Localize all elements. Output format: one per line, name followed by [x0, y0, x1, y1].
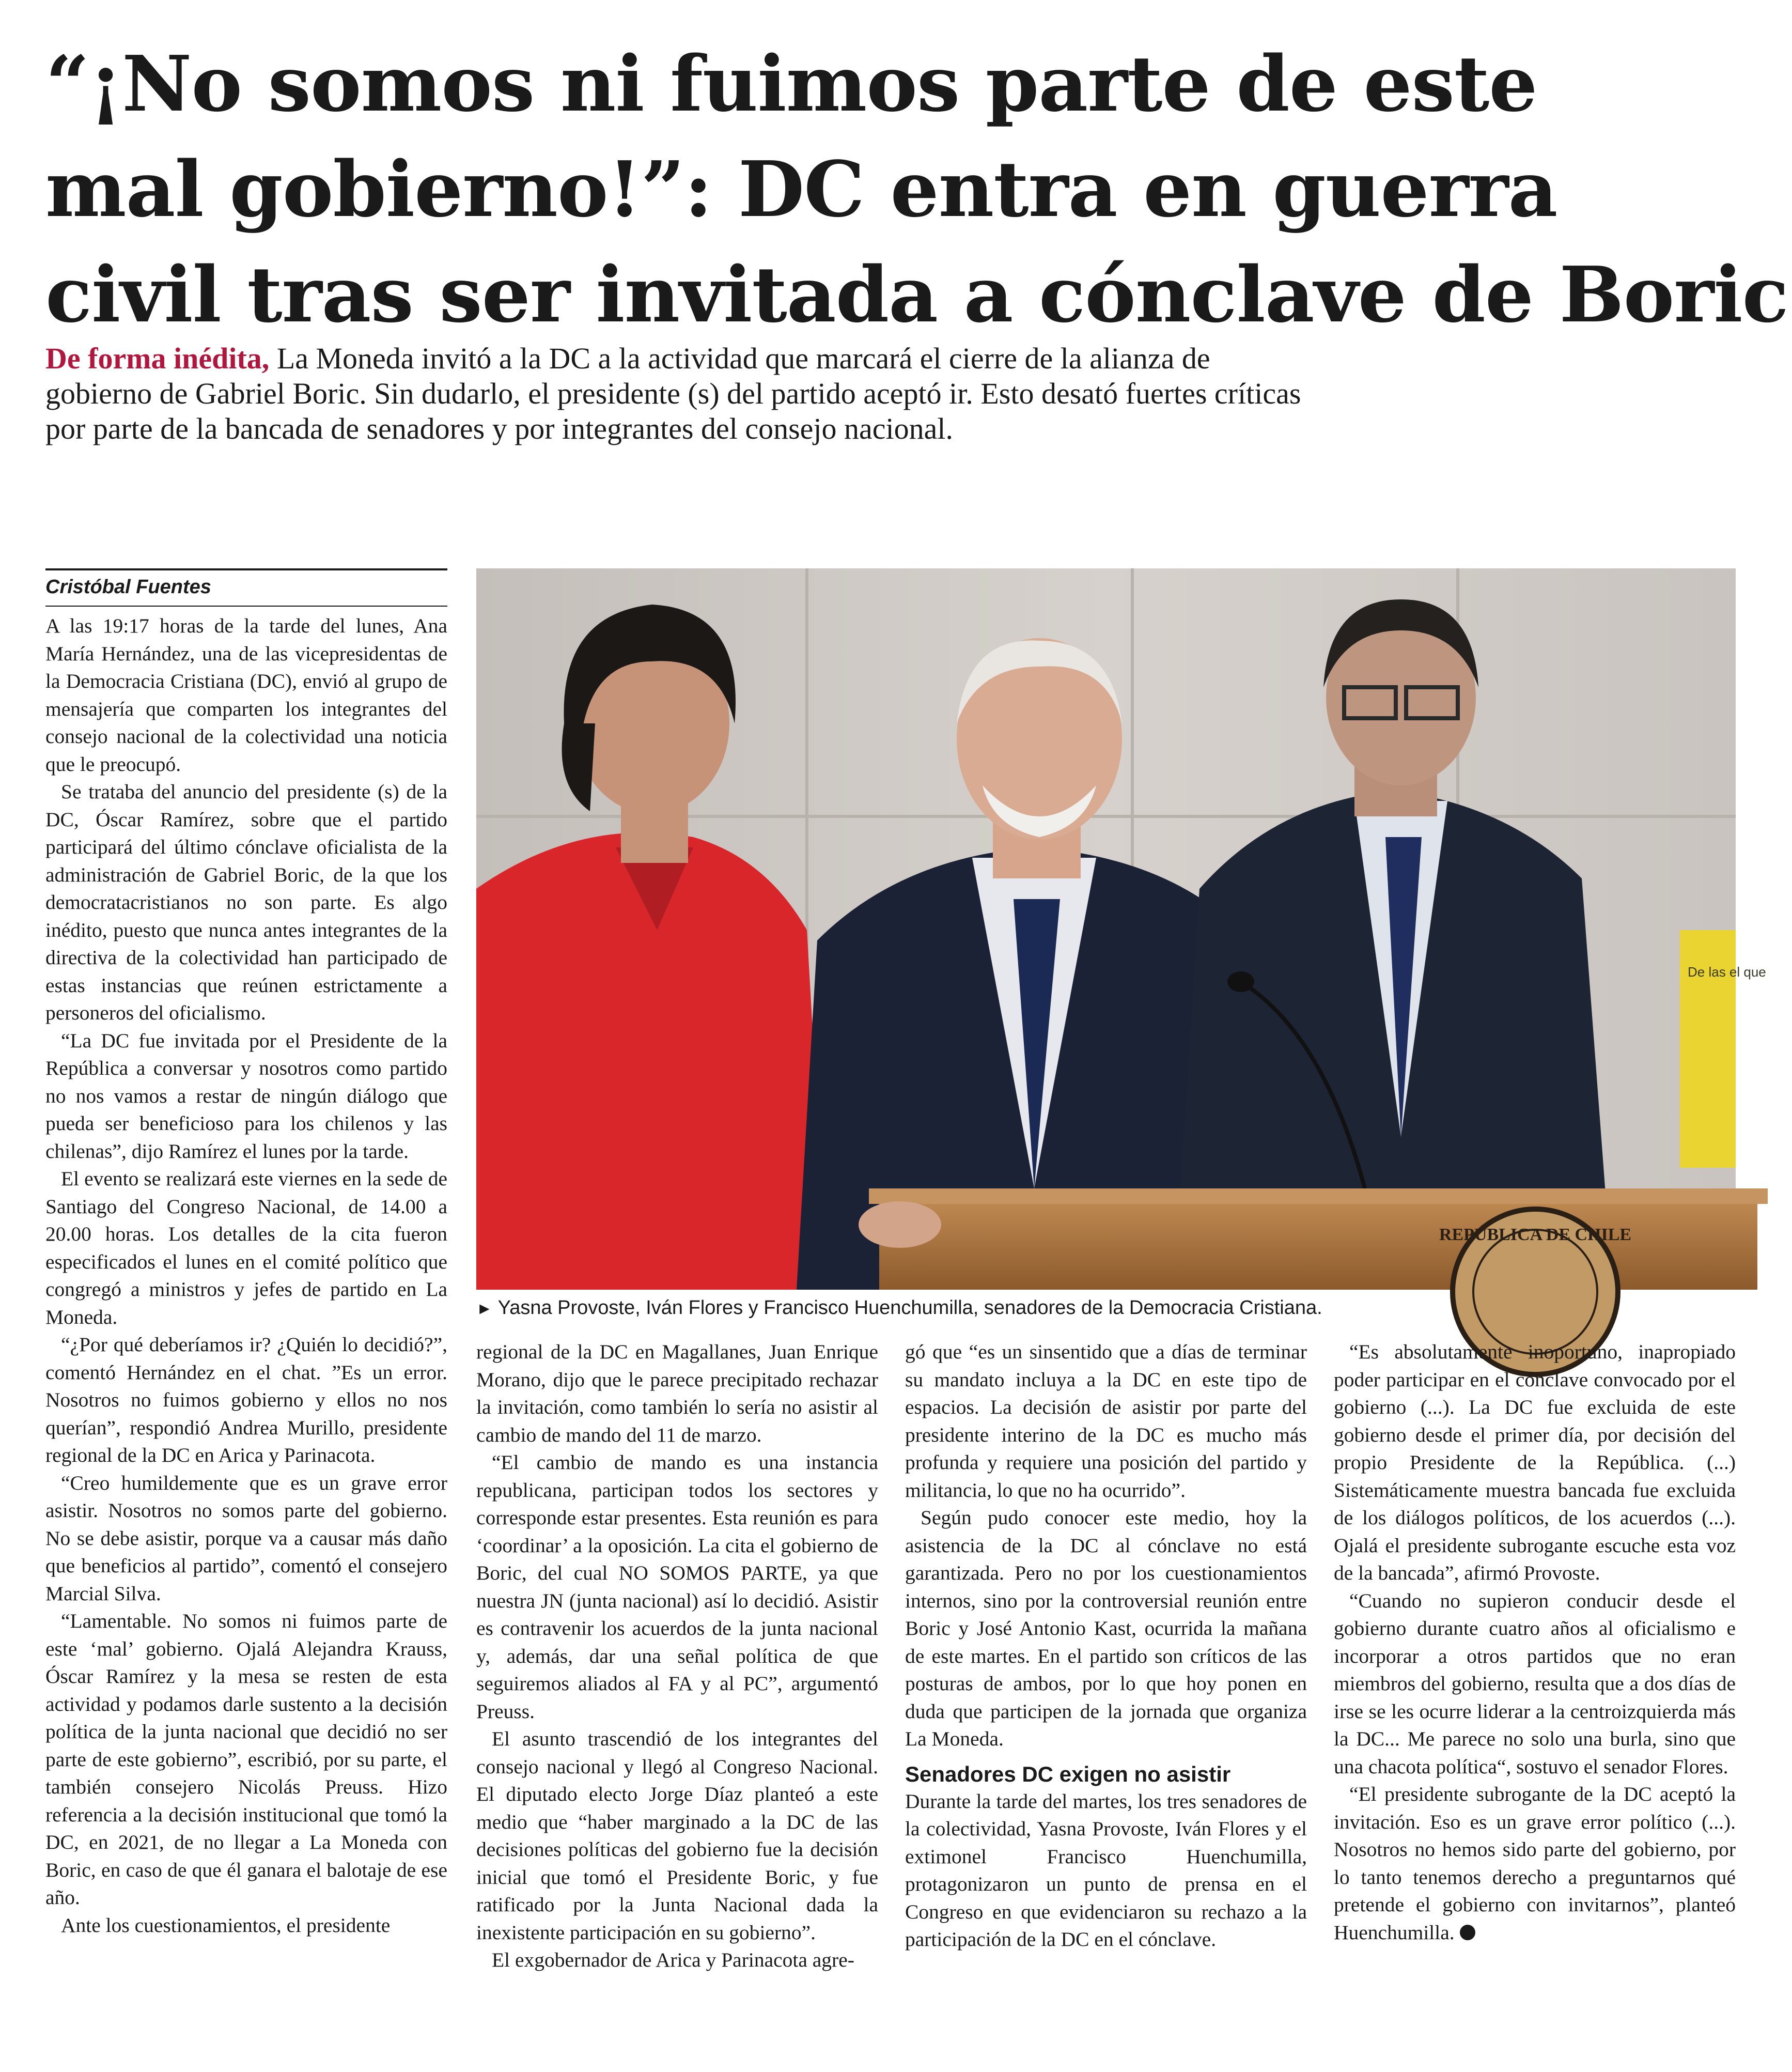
col4-paragraph: “Es absolutamente inoportuno, inapropiado poder participar en el cónclave convocado por el gobierno (...). La DC fue excluida de este gobierno desde el primer día, por decisión del propio Presidente de la República. (...) Sistemáticamente muestra bancada fue excluida de los diálogos políticos, de los acuerdos (...). Ojalá el presidente subrogante escuche esta voz de la bancada”, afirmó Provoste.: [1334, 1340, 1736, 1584]
col1-paragraph: Ante los cuestionamientos, el presidente: [61, 1913, 391, 1937]
article-photo: [476, 568, 1766, 1290]
column-3: [905, 1338, 1307, 1954]
col1-paragraph: El evento se realizará este viernes en la sede de Santiago del Congreso Nacional, de 14.00 a 20.00 horas. Los detalles de la cita fueron especificados el lunes en el comité político que congregó a ministros y jefes de partido en La Moneda.: [45, 1167, 447, 1328]
headline: [45, 31, 1788, 347]
yellow-sign: [1680, 930, 1766, 1168]
byline-rule-bottom: [45, 606, 447, 607]
subhead: Senadores DC exigen no asistir: [905, 1761, 1231, 1786]
col4-paragraph: “Cuando no supieron conducir desde el gobierno durante cuatro años al oficialismo e incorporar a otros partidos que no eran miembros del gobierno, resulta que a dos días de irse se les ocurre liderar a la centroizquierda más la DC... Me parece no solo una burla, sino que una chacota política“, sostuvo el senador Flores.: [1334, 1589, 1736, 1778]
headline-line-2: mal gobierno!”: DC entra en guerra: [45, 144, 1557, 234]
deck-lead: De forma inédita,: [45, 342, 270, 375]
col3-paragraph: gó que “es un sinsentido que a días de terminar su mandato incluya a la DC en este tipo de espacios. La decisión de asistir por parte del presidente interino de la DC es mucho más profunda y requiere una posición del partido y militancia, lo que no ha ocurrido”.: [905, 1340, 1307, 1502]
headline-line-3: civil tras ser invitada a cónclave de Boric: [45, 250, 1788, 339]
caption-arrow-icon: ►: [476, 1299, 493, 1318]
column-1: [45, 612, 447, 1939]
photo-illustration: [476, 568, 1766, 1290]
end-mark-icon: [1460, 1925, 1475, 1940]
byline-rule-top: [45, 568, 447, 570]
col2-paragraph: El asunto trascendió de los integrantes del consejo nacional y llegó al Congreso Nacional. El diputado electo Jorge Díaz planteó a este medio que “haber marginado a la DC de las decisiones políticas del gobierno fue la decisión inicial que tomó el Presidente Boric, y fue ratificado por la Junta Nacional dada la inexistente participación en su gobierno”.: [476, 1727, 878, 1944]
col1-paragraph: “Lamentable. No somos ni fuimos parte de este ‘mal’ gobierno. Ojalá Alejandra Krauss, Óscar Ramírez y la mesa se resten de esta actividad y podamos darle sustento a la decisión política de la junta nacional que decidió no ser parte de este gobierno”, escribió, por su parte, el también consejero Nicolás Preuss. Hizo referencia a la decisión institucional que tomó la DC, en 2021, de no llegar a La Moneda con Boric, en caso de que él ganara el balotaje de ese año.: [45, 1610, 447, 1909]
column-2: [476, 1338, 878, 1974]
col2-paragraph: “El cambio de mando es una instancia republicana, participan todos los sectores y corresponde estar presentes. Esta reunión es para ‘coordinar’ a la oposición. La cita el gobierno de Boric, del cual NO SOMOS PARTE, ya que nuestra JN (junta nacional) así lo decidió. Asistir es contravenir los acuerdos de la junta nacional y, además, dar una señal política de que seguiremos aliados al FA y al PC”, argumentó Preuss.: [476, 1451, 878, 1723]
col1-paragraph: “¿Por qué deberíamos ir? ¿Quién lo decidió?”, comentó Hernández en el chat. ”Es un error. Nosotros no fuimos gobierno y ellos no nos querían”, respondió Andrea Murillo, presidente regional de la DC en Arica y Parinacota.: [45, 1333, 447, 1466]
col1-paragraph: “La DC fue invitada por el Presidente de la República a conversar y nosotros como partido no nos vamos a restar de ningún diálogo que pueda ser beneficioso para los chilenos y las chilenas”, dijo Ramírez el lunes por la tarde.: [45, 1029, 447, 1163]
photo-caption: [476, 1293, 1736, 1323]
col4-paragraph: [1334, 1781, 1736, 1946]
col2-paragraph: regional de la DC en Magallanes, Juan Enrique Morano, dijo que le parece precipitado rechazar la invitación, como también lo sería no asistir al cambio de mando del 11 de marzo.: [476, 1340, 878, 1446]
caption-text: Yasna Provoste, Iván Flores y Francisco Huenchumilla, senadores de la Democracia Cristiana.: [497, 1297, 1322, 1319]
byline: Cristóbal Fuentes: [45, 576, 211, 598]
headline-line-1: “¡No somos ni fuimos parte de este: [45, 39, 1537, 129]
hand: [859, 1201, 941, 1248]
col2-paragraph: El exgobernador de Arica y Parinacota agre-: [492, 1949, 854, 1971]
col1-paragraph: “Creo humildemente que es un grave error asistir. Nosotros no somos parte del gobierno. No se debe asistir, porque va a causar más daño que beneficios al partido”, comentó el consejero Marcial Silva.: [45, 1471, 447, 1605]
col1-paragraph: Se trataba del anuncio del presidente (s) de la DC, Óscar Ramírez, sobre que el partido participará del último cónclave oficialista de la administración de Gabriel Boric, de la que los democratacristianos no son parte. Es algo inédito, puesto que nunca antes integrantes de la directiva de la colectividad han participado de estas instancias que reúnen estrictamente a personeros del oficialismo.: [45, 780, 447, 1024]
deck-text: La Moneda invitó a la DC a la actividad que marcará el cierre de la alianza de gobierno de Gabriel Boric. Sin dudarlo, el presidente (s) del partido aceptó ir. Esto desató fuertes críticas por parte de la bancada de senadores y por integrantes del consejo nacional.: [45, 342, 1301, 445]
col4-last-text: “El presidente subrogante de la DC aceptó la invitación. Eso es un grave error político (...). Nosotros no hemos sido parte del gobierno, por lo tanto tenemos derecho a preguntarnos qué pretende el gobierno con invitarnos”, planteó Huenchumilla.: [1334, 1783, 1736, 1944]
sign-text: De las el que: [1688, 964, 1766, 980]
col1-paragraph: A las 19:17 horas de la tarde del lunes, Ana María Hernández, una de las vicepresidentas de la Democracia Cristiana (DC), envió al grupo de mensajería que comparten los integrantes del consejo nacional de la colectividad una noticia que le preocupó.: [45, 614, 447, 776]
deck: [45, 341, 1316, 446]
col3-paragraph: Durante la tarde del martes, los tres senadores de la colectividad, Yasna Provoste, Iván Flores y el extimonel Francisco Huenchumilla, protagonizaron un punto de prensa en el Congreso en que evidenciaron su rechazo a la participación de la DC en el cónclave.: [905, 1789, 1307, 1951]
podium-seal-text: REPÚBLICA DE CHILE: [1439, 1225, 1632, 1244]
col3-paragraph: Según pudo conocer este medio, hoy la asistencia de la DC al cónclave no está garantizada. Pero no por los cuestionamientos internos, sino por la controversial reunión entre Boric y José Antonio Kast, ocurrida la mañana de este martes. En el partido son críticos de las posturas de ambos, por lo que hoy ponen en duda que participen de la jornada que organiza La Moneda.: [905, 1506, 1307, 1750]
column-4: [1334, 1338, 1736, 1946]
